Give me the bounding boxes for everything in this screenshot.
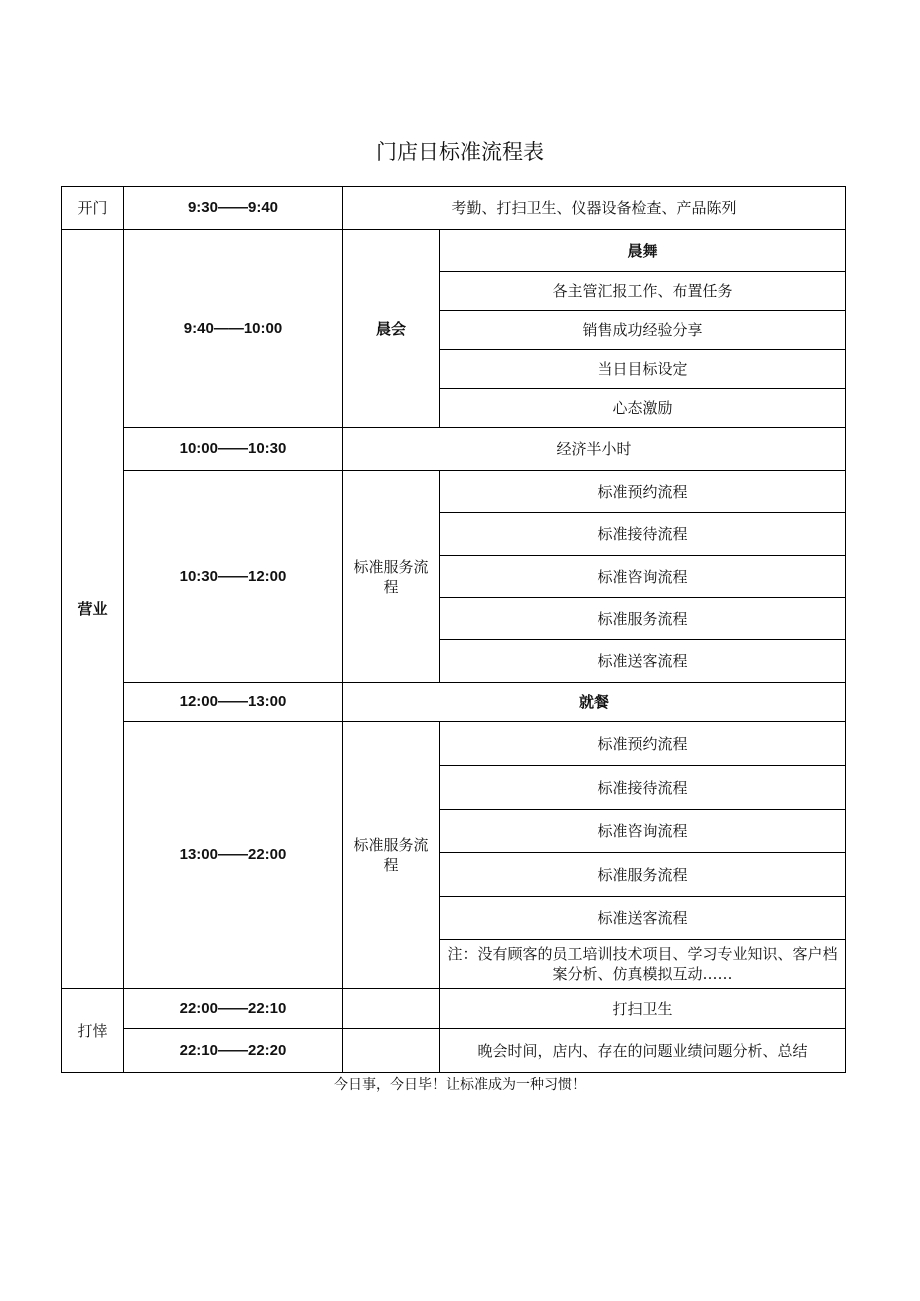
list-item: 心态激励 bbox=[440, 389, 846, 428]
time-cell: 22:10——22:20 bbox=[124, 1029, 343, 1073]
list-item: 标准预约流程 bbox=[440, 471, 846, 513]
activity-name: 标准服务流程 bbox=[343, 471, 440, 683]
list-item: 当日目标设定 bbox=[440, 350, 846, 389]
activity-name: 就餐 bbox=[343, 683, 846, 722]
time-cell: 10:30——12:00 bbox=[124, 471, 343, 683]
table-row bbox=[62, 428, 846, 471]
list-item: 标准服务流程 bbox=[440, 598, 846, 640]
empty-cell bbox=[343, 1029, 440, 1073]
list-item: 标准咨询流程 bbox=[440, 556, 846, 598]
table-row bbox=[62, 471, 846, 513]
empty-cell bbox=[343, 989, 440, 1029]
list-item: 晨舞 bbox=[440, 230, 846, 272]
table-row bbox=[62, 683, 846, 722]
time-cell: 10:00——10:30 bbox=[124, 428, 343, 471]
list-item: 各主管汇报工作、布置任务 bbox=[440, 272, 846, 311]
table-row bbox=[62, 989, 846, 1029]
task-cell: 打扫卫生 bbox=[440, 989, 846, 1029]
section-label-close: 打悻 bbox=[62, 989, 124, 1073]
task-cell: 晚会时间，店内、存在的问题业绩问题分析、总结 bbox=[440, 1029, 846, 1073]
activity-name: 经济半小时 bbox=[343, 428, 846, 471]
footer-slogan: 今日事，今日毕！让标准成为一种习惯！ bbox=[334, 1077, 586, 1093]
list-item: 标准接待流程 bbox=[440, 766, 846, 810]
list-item: 销售成功经验分享 bbox=[440, 311, 846, 350]
activity-name: 晨会 bbox=[343, 230, 440, 428]
time-cell: 9:30——9:40 bbox=[124, 187, 343, 230]
task-cell: 考勤、打扫卫生、仪器设备检查、产品陈列 bbox=[343, 187, 846, 230]
section-label-open: 开门 bbox=[62, 187, 124, 230]
note-text: 注：没有顾客的员工培训技术项目、学习专业知识、客户档案分析、仿真模拟互动…… bbox=[440, 940, 846, 989]
open-row bbox=[62, 187, 846, 230]
table-row bbox=[62, 1029, 846, 1073]
section-label-business: 营业 bbox=[62, 230, 124, 989]
list-item: 标准接待流程 bbox=[440, 513, 846, 556]
time-cell: 22:00——22:10 bbox=[124, 989, 343, 1029]
process-table bbox=[61, 186, 846, 1073]
list-item: 标准送客流程 bbox=[440, 640, 846, 683]
time-cell: 12:00——13:00 bbox=[124, 683, 343, 722]
list-item: 标准服务流程 bbox=[440, 853, 846, 897]
list-item: 标准咨询流程 bbox=[440, 810, 846, 853]
list-item: 标准预约流程 bbox=[440, 722, 846, 766]
table-row bbox=[62, 722, 846, 766]
time-cell: 13:00——22:00 bbox=[124, 722, 343, 989]
page-title: 门店日标准流程表 bbox=[376, 140, 544, 164]
table-row bbox=[62, 230, 846, 272]
activity-name: 标准服务流程 bbox=[343, 722, 440, 989]
list-item: 标准送客流程 bbox=[440, 897, 846, 940]
time-cell: 9:40——10:00 bbox=[124, 230, 343, 428]
